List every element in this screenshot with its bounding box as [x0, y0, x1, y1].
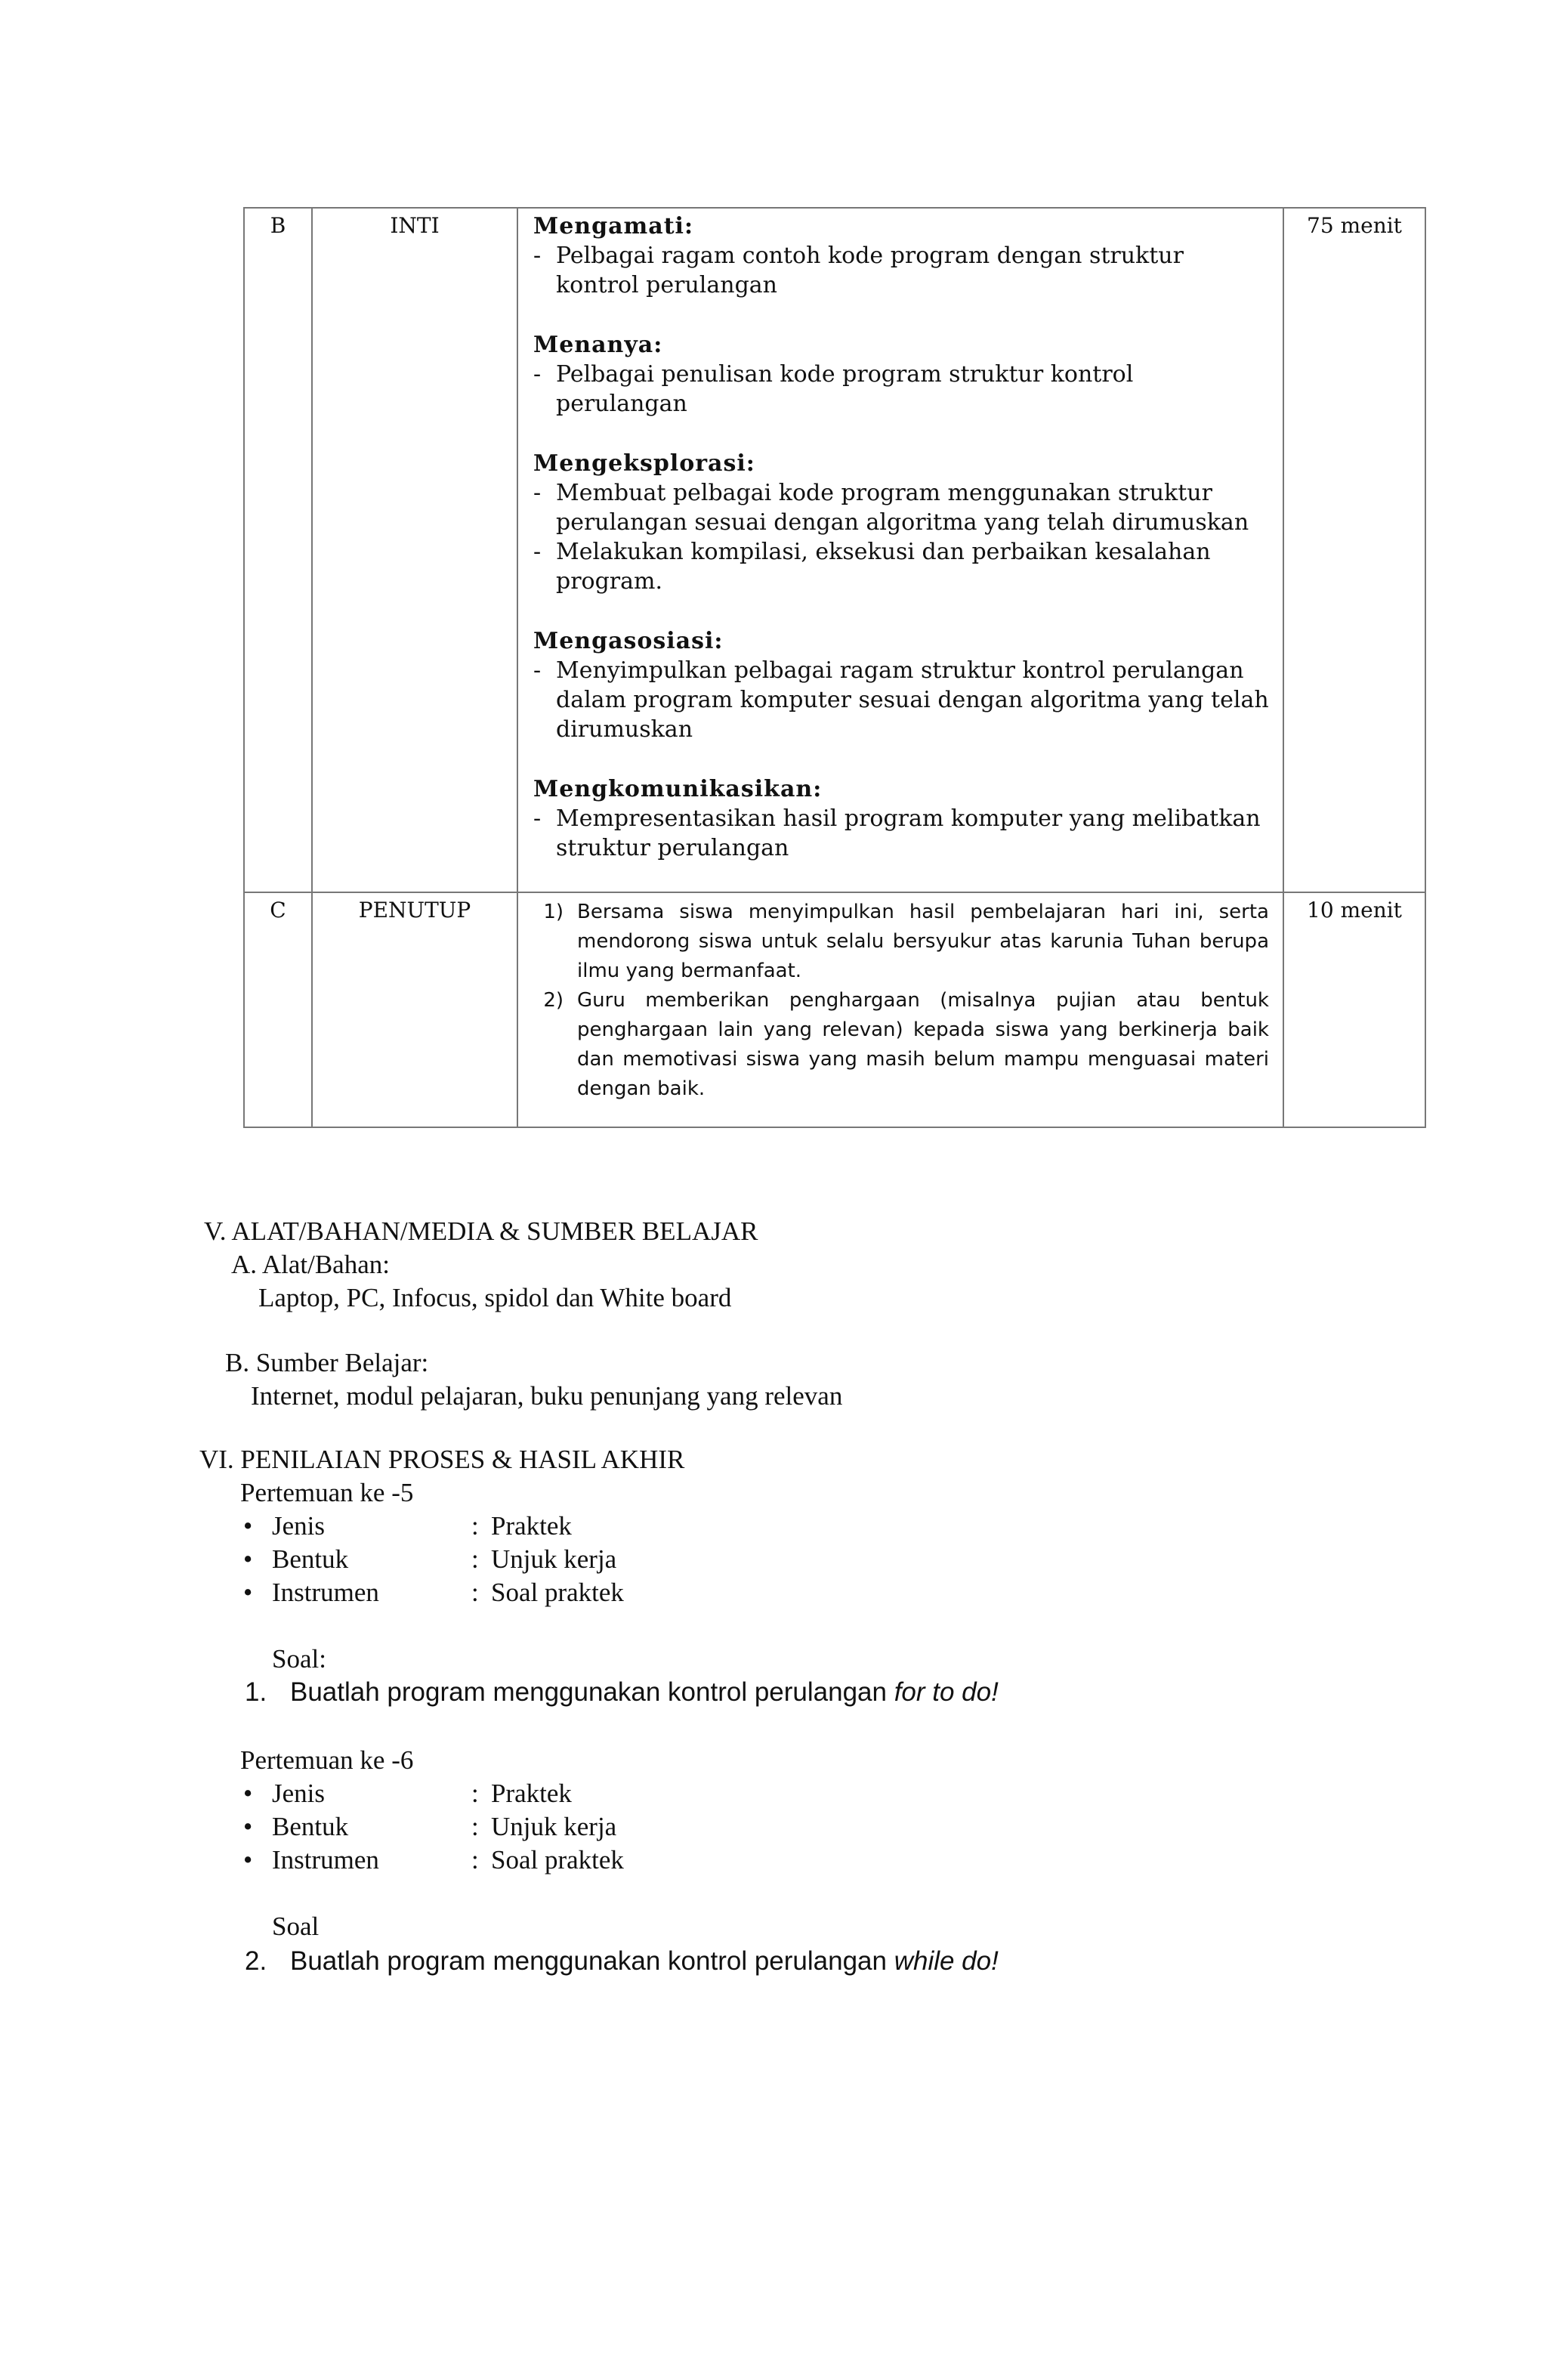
- row-phase: PENUTUP: [312, 892, 517, 1127]
- row-phase: INTI: [312, 208, 517, 892]
- field-value: Soal praktek: [491, 1578, 624, 1607]
- question-number: 2.: [245, 1946, 267, 1976]
- field-value: Unjuk kerja: [491, 1812, 617, 1841]
- field-label: Instrumen: [272, 1845, 379, 1875]
- field-label: Jenis: [272, 1779, 325, 1808]
- row-code: C: [244, 892, 312, 1127]
- section-title: Mengasosiasi:: [533, 628, 724, 654]
- field-label: Bentuk: [272, 1812, 349, 1841]
- section-title: Mengamati:: [533, 213, 694, 240]
- list-item: - Pelbagai ragam contoh kode program dengan struktur kontrol perulangan: [533, 241, 1269, 300]
- bullet-icon: •: [243, 1845, 253, 1875]
- field-value: Praktek: [491, 1779, 572, 1808]
- bullet-icon: •: [243, 1578, 253, 1607]
- table-row-inti: [244, 208, 1425, 892]
- question-number: 1.: [245, 1677, 267, 1707]
- row-description: [517, 892, 1283, 1127]
- field-colon: :: [471, 1544, 479, 1574]
- activity-section: [533, 212, 1269, 300]
- question-italic: while do!: [894, 1946, 999, 1976]
- bullet-icon: •: [243, 1544, 253, 1574]
- meeting-title: Pertemuan ke -6: [240, 1745, 414, 1775]
- list-item: - Mempresentasikan hasil program komputer yang melibatkan struktur perulangan: [533, 804, 1269, 863]
- field-value: Unjuk kerja: [491, 1544, 617, 1574]
- list-item-text: Bersama siswa menyimpulkan hasil pembelajaran hari ini, serta mendorong siswa untuk selalu bersyukur atas karunia Tuhan berupa ilmu yang bermanfaat.: [577, 901, 1269, 982]
- sources-text: Internet, modul pelajaran, buku penunjang yang relevan: [251, 1381, 843, 1411]
- field-colon: :: [471, 1511, 479, 1541]
- soal-label: Soal: [272, 1912, 320, 1941]
- field-label: Bentuk: [272, 1544, 349, 1574]
- list-item: - Menyimpulkan pelbagai ragam struktur kontrol perulangan dalam program komputer sesuai dengan algoritma yang telah dirumuskan: [533, 656, 1269, 744]
- question-body: [290, 1676, 999, 1709]
- row-description: [517, 208, 1283, 892]
- row-time: 75 menit: [1283, 208, 1425, 892]
- question-body: [290, 1945, 999, 1978]
- soal-label: Soal:: [272, 1644, 326, 1674]
- question: [245, 1676, 999, 1709]
- list-item: - Membuat pelbagai kode program menggunakan struktur perulangan sesuai dengan algoritma yang telah dirumuskan: [533, 478, 1269, 537]
- activity-table: [243, 207, 1426, 1128]
- question-text: Buatlah program menggunakan kontrol perulangan: [290, 1946, 894, 1976]
- question-italic: for to do!: [894, 1677, 999, 1707]
- section-title: Menanya:: [533, 332, 663, 358]
- section-v-heading: V. ALAT/BAHAN/MEDIA & SUMBER BELAJAR: [204, 1216, 758, 1246]
- meeting-title: Pertemuan ke -5: [240, 1478, 414, 1507]
- field-label: Jenis: [272, 1511, 325, 1541]
- field-value: Praktek: [491, 1511, 572, 1541]
- field-colon: :: [471, 1578, 479, 1607]
- row-code: B: [244, 208, 312, 892]
- field-colon: :: [471, 1812, 479, 1841]
- activity-section: [533, 774, 1269, 863]
- field-colon: :: [471, 1845, 479, 1875]
- tools-label: A. Alat/Bahan:: [231, 1250, 390, 1279]
- section-title: Mengeksplorasi:: [533, 450, 755, 477]
- list-item-text: Guru memberikan penghargaan (misalnya pujian atau bentuk penghargaan lain yang relevan) kepada siswa yang berkinerja baik dan memotivasi siswa yang masih belum mampu menguasai materi dengan baik.: [577, 989, 1269, 1100]
- list-marker: 2): [543, 989, 564, 1012]
- list-marker: 1): [543, 901, 564, 923]
- table-row-penutup: [244, 892, 1425, 1127]
- sources-label: B. Sumber Belajar:: [225, 1348, 429, 1377]
- field-value: Soal praktek: [491, 1845, 624, 1875]
- activity-section: [533, 626, 1269, 744]
- question-text: Buatlah program menggunakan kontrol perulangan: [290, 1677, 894, 1707]
- question: [245, 1945, 999, 1978]
- field-label: Instrumen: [272, 1578, 379, 1607]
- tools-text: Laptop, PC, Infocus, spidol dan White board: [258, 1283, 732, 1312]
- activity-section: [533, 330, 1269, 419]
- field-colon: :: [471, 1779, 479, 1808]
- list-item: - Pelbagai penulisan kode program struktur kontrol perulangan: [533, 360, 1269, 419]
- list-item: - Melakukan kompilasi, eksekusi dan perbaikan kesalahan program.: [533, 537, 1269, 596]
- row-time: 10 menit: [1283, 892, 1425, 1127]
- bullet-icon: •: [243, 1812, 253, 1841]
- list-item: [533, 986, 1269, 1104]
- activity-section: [533, 449, 1269, 596]
- list-item: [533, 898, 1269, 986]
- bullet-icon: •: [243, 1511, 253, 1541]
- section-vi-heading: VI. PENILAIAN PROSES & HASIL AKHIR: [199, 1445, 685, 1474]
- section-title: Mengkomunikasikan:: [533, 776, 823, 802]
- bullet-icon: •: [243, 1779, 253, 1808]
